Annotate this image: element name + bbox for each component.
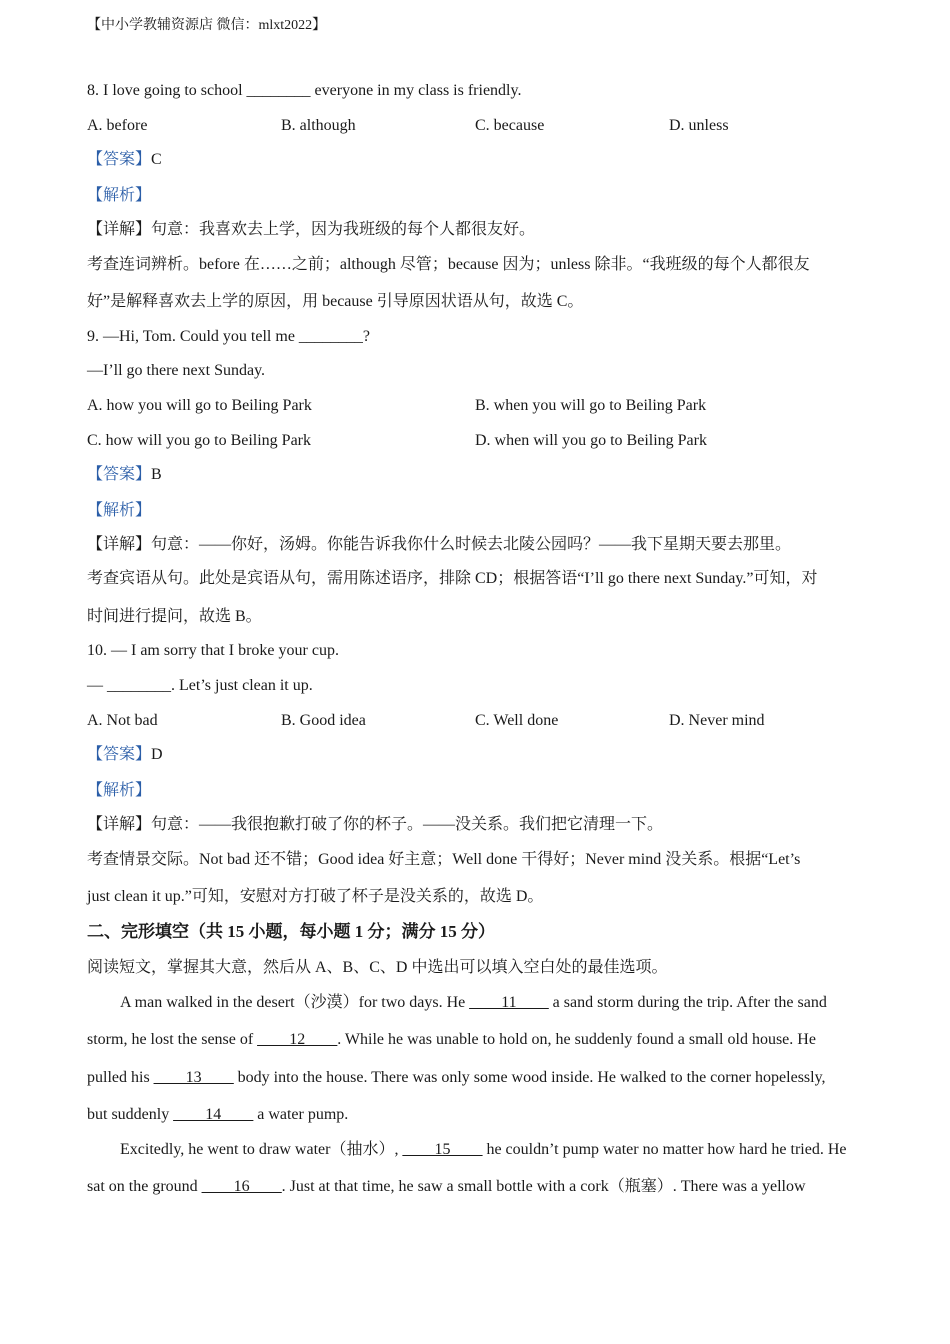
q10-explain-2: just clean it up.”可知，安慰对方打破了杯子是没关系的，故选 D。 xyxy=(87,888,544,905)
q10-stem: 10. — I am sorry that I broke your cup. xyxy=(87,642,339,659)
q9-analysis-tag: 【解析】 xyxy=(87,502,152,519)
passage-line xyxy=(87,1068,826,1088)
q8-option-c[interactable]: C. because xyxy=(475,117,545,134)
q9-detail-text: 句意：——你好，汤姆。你能告诉我你什么时候去北陵公园吗？——我下星期天要去那里。 xyxy=(151,536,792,553)
passage-text: Excitedly, he went to draw water（抽水）, xyxy=(120,1141,403,1158)
q10-detail-text: 句意：——我很抱歉打破了你的杯子。——没关系。我们把它清理一下。 xyxy=(151,816,664,833)
section2-title: 二、完形填空（共 15 小题，每小题 1 分；满分 15 分） xyxy=(87,922,495,941)
detail-tag: 【详解】 xyxy=(87,816,152,833)
q8-option-b[interactable]: B. although xyxy=(281,117,356,134)
q10-detail xyxy=(87,815,663,835)
passage-text: a water pump. xyxy=(253,1106,349,1123)
q9-answer xyxy=(87,465,162,485)
q10-reply: — ________. Let’s just clean it up. xyxy=(87,677,313,694)
q10-option-c[interactable]: C. Well done xyxy=(475,712,559,729)
q10-analysis-tag: 【解析】 xyxy=(87,782,152,799)
blank-14[interactable]: ____14____ xyxy=(173,1106,254,1123)
passage-text: but suddenly xyxy=(87,1106,174,1123)
passage-text: sat on the ground xyxy=(87,1178,202,1195)
q9-answer-value: B xyxy=(151,466,162,483)
answer-tag: 【答案】 xyxy=(87,466,152,483)
q9-explain-2: 时间进行提问，故选 B。 xyxy=(87,608,262,625)
q9-detail xyxy=(87,535,791,555)
passage-text: body into the house. There was only some wood inside. He walked to the corner hopelessly, xyxy=(233,1069,826,1086)
passage-line xyxy=(87,1105,348,1125)
q10-answer-value: D xyxy=(151,746,163,763)
q8-detail xyxy=(87,220,535,240)
passage-text: . Just at that time, he saw a small bottle with a cork（瓶塞）. There was a yellow xyxy=(281,1178,806,1195)
blank-12[interactable]: ____12____ xyxy=(257,1031,338,1048)
q10-option-d[interactable]: D. Never mind xyxy=(669,712,765,729)
q9-option-c[interactable]: C. how will you go to Beiling Park xyxy=(87,432,311,449)
q8-option-d[interactable]: D. unless xyxy=(669,117,729,134)
q8-explain-1: 考查连词辨析。before 在……之前；although 尽管；because 因为；unless 除非。“我班级的每个人都很友 xyxy=(87,256,810,273)
blank-13[interactable]: ____13____ xyxy=(153,1069,234,1086)
q9-option-a[interactable]: A. how you will go to Beiling Park xyxy=(87,397,312,414)
q9-explain-1: 考查宾语从句。此处是宾语从句，需用陈述语序，排除 CD；根据答语“I’ll go there next Sunday.”可知，对 xyxy=(87,570,818,587)
q9-stem: 9. —Hi, Tom. Could you tell me ________? xyxy=(87,328,371,345)
passage-line xyxy=(120,993,827,1013)
q9-reply: —I’ll go there next Sunday. xyxy=(87,362,266,379)
section2-instruction: 阅读短文，掌握其大意，然后从 A、B、C、D 中选出可以填入空白处的最佳选项。 xyxy=(87,959,668,976)
blank-16[interactable]: ____16____ xyxy=(201,1178,282,1195)
q8-stem: 8. I love going to school ________ everyone in my class is friendly. xyxy=(87,82,522,99)
q8-explain-2: 好”是解释喜欢去上学的原因，用 because 引导原因状语从句，故选 C。 xyxy=(87,293,584,310)
passage-line xyxy=(87,1177,806,1197)
q10-explain-1: 考查情景交际。Not bad 还不错；Good idea 好主意；Well done 干得好；Never mind 没关系。根据“Let’s xyxy=(87,851,801,868)
detail-tag: 【详解】 xyxy=(87,536,152,553)
q10-answer xyxy=(87,745,163,765)
q9-option-d[interactable]: D. when will you go to Beiling Park xyxy=(475,432,707,449)
passage-text: pulled his xyxy=(87,1069,154,1086)
passage-text: . While he was unable to hold on, he suddenly found a small old house. He xyxy=(337,1031,816,1048)
passage-text: storm, he lost the sense of xyxy=(87,1031,258,1048)
q8-option-a[interactable]: A. before xyxy=(87,117,148,134)
blank-15[interactable]: ____15____ xyxy=(402,1141,483,1158)
q8-answer-value: C xyxy=(151,151,162,168)
q8-analysis-tag: 【解析】 xyxy=(87,187,152,204)
q8-answer xyxy=(87,150,162,170)
q9-option-b[interactable]: B. when you will go to Beiling Park xyxy=(475,397,707,414)
answer-tag: 【答案】 xyxy=(87,746,152,763)
blank-11[interactable]: ____11____ xyxy=(469,994,549,1011)
q10-option-b[interactable]: B. Good idea xyxy=(281,712,366,729)
detail-tag: 【详解】 xyxy=(87,221,152,238)
passage-text: he couldn’t pump water no matter how hard he tried. He xyxy=(482,1141,847,1158)
q8-detail-text: 句意：我喜欢去上学，因为我班级的每个人都很友好。 xyxy=(151,221,536,238)
passage-text: A man walked in the desert（沙漠）for two days. He xyxy=(120,994,470,1011)
passage-line xyxy=(87,1030,816,1050)
header-watermark: 【中小学教辅资源店 微信：mlxt2022】 xyxy=(87,18,327,33)
passage-line xyxy=(120,1140,847,1160)
passage-text: a sand storm during the trip. After the sand xyxy=(548,994,827,1011)
answer-tag: 【答案】 xyxy=(87,151,152,168)
q10-option-a[interactable]: A. Not bad xyxy=(87,712,158,729)
